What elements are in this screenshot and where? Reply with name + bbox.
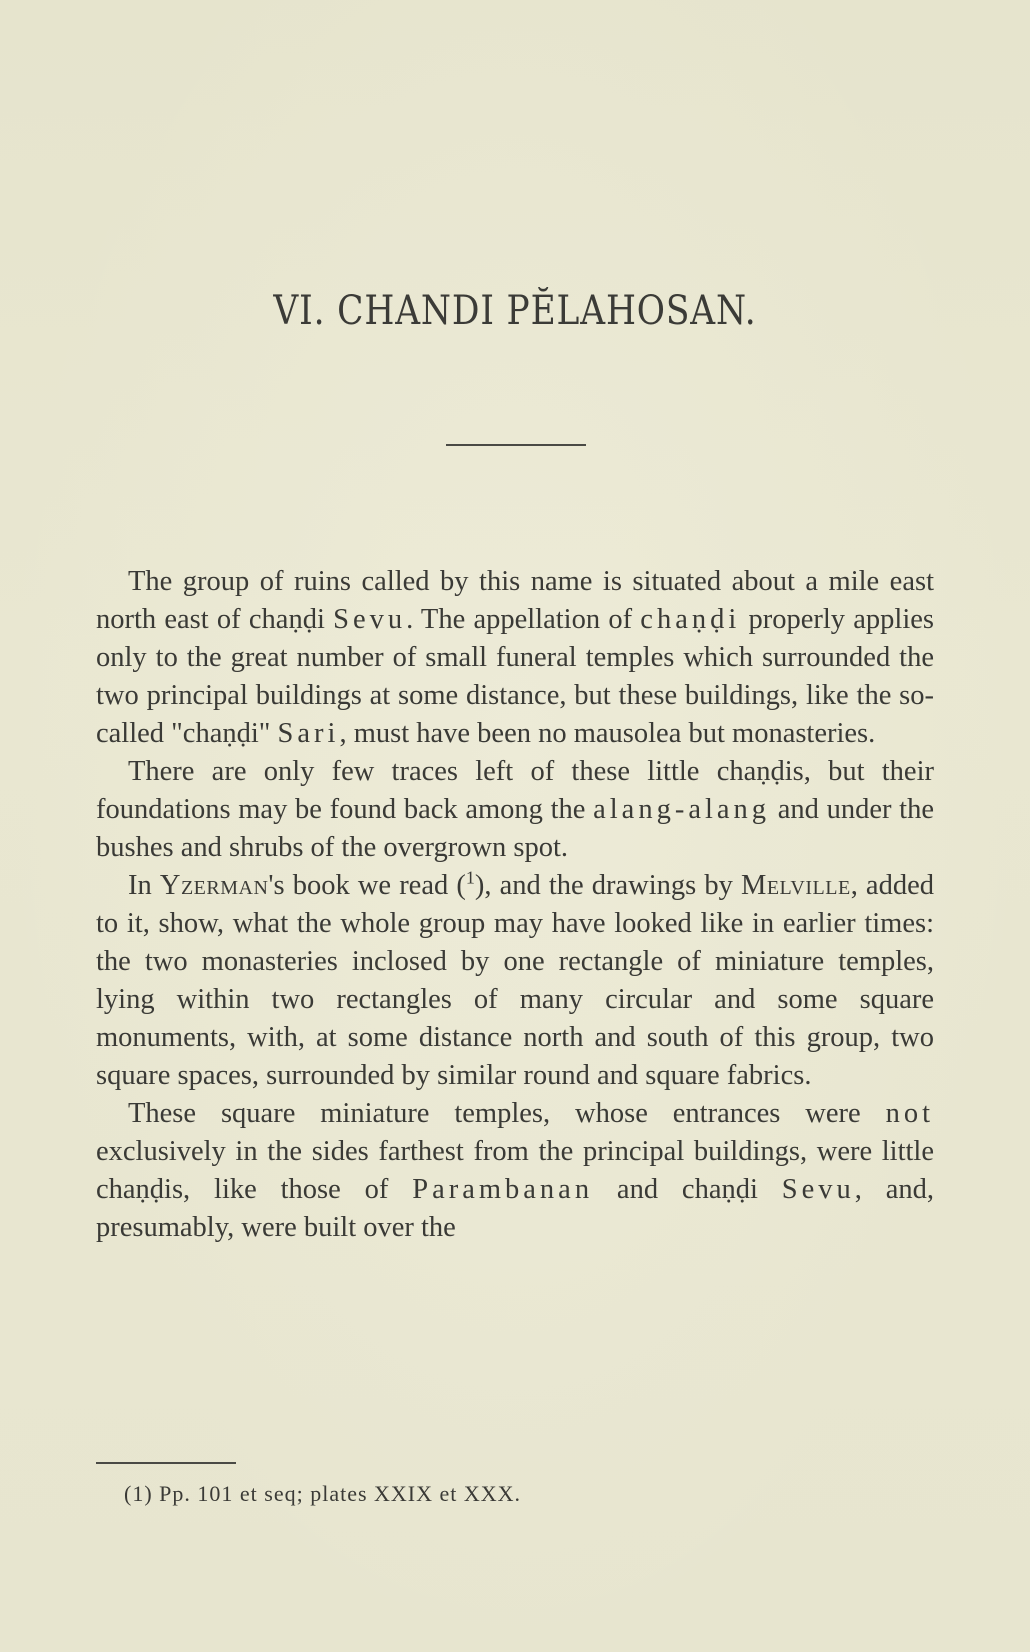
paragraph-segment: chaṇḍi bbox=[640, 604, 741, 635]
paragraph bbox=[96, 563, 934, 753]
paragraph-segment: Parambanan bbox=[412, 1174, 594, 1205]
paragraph-segment: 's book we read ( bbox=[268, 870, 466, 901]
paragraph-segment: ), and the drawings by bbox=[474, 870, 741, 901]
paragraph-segment: , and, presumably, were built over the bbox=[96, 1174, 934, 1243]
paragraph-segment: There are only few traces left of these little chaṇḍis, but their foundations may be found back among the bbox=[96, 756, 934, 825]
footnote-divider bbox=[96, 1462, 236, 1464]
paragraph-segment: Sevu bbox=[781, 1174, 855, 1205]
paragraph-segment: Melville bbox=[740, 870, 851, 901]
paragraph-segment: and chaṇḍi bbox=[593, 1174, 782, 1205]
paragraph-segment: exclusively in the sides farthest from the principal buildings, were little chaṇḍis, like those of bbox=[96, 1136, 934, 1205]
body-text bbox=[96, 563, 934, 1247]
paragraph-segment: These square miniature temples, whose entrances were bbox=[128, 1098, 886, 1129]
paragraph-segment: In bbox=[128, 870, 160, 901]
paragraph-segment: properly applies only to the great number of small funeral temples which surrounded the two principal buildings at some distance, but these buildings, like the so-called "chaṇḍi" bbox=[96, 604, 934, 749]
paragraph bbox=[96, 867, 934, 1095]
paragraph-segment: The group of ruins called by this name is situated about a mile east north east of chaṇḍi bbox=[96, 566, 934, 635]
paragraph-segment: Sari bbox=[277, 718, 340, 749]
paragraph bbox=[96, 1095, 934, 1247]
footnote-text: Pp. 101 et seq; plates XXIX et XXX. bbox=[159, 1481, 522, 1506]
paragraph-segment: , must have been no mausolea but monasteries. bbox=[339, 718, 876, 749]
title-divider bbox=[446, 444, 586, 446]
paragraph-segment: , added to it, show, what the whole group may have looked like in earlier times: the two monasteries inclosed by one rectangle of miniature temples, lying within two rectangles of many circular and some square monuments, with, at some distance north and south of this group, two square spaces, surrounded by similar round and square fabrics. bbox=[96, 870, 934, 1091]
paragraph-segment: Yzerman bbox=[159, 870, 269, 901]
paragraph-segment: Sevu bbox=[333, 604, 407, 635]
paragraph bbox=[96, 753, 934, 867]
footnote-mark: (1) bbox=[124, 1481, 153, 1506]
footnote bbox=[124, 1481, 824, 1507]
paragraph-segment: 1 bbox=[465, 867, 475, 888]
paragraph-segment: alang-alang bbox=[593, 794, 771, 825]
paragraph-segment: not bbox=[885, 1098, 934, 1129]
paragraph-segment: . The appellation of bbox=[406, 604, 641, 635]
chapter-title: VI. CHANDI PĔLAHOSAN. bbox=[273, 288, 757, 334]
paragraph-segment: and under the bushes and shrubs of the overgrown spot. bbox=[96, 794, 935, 863]
